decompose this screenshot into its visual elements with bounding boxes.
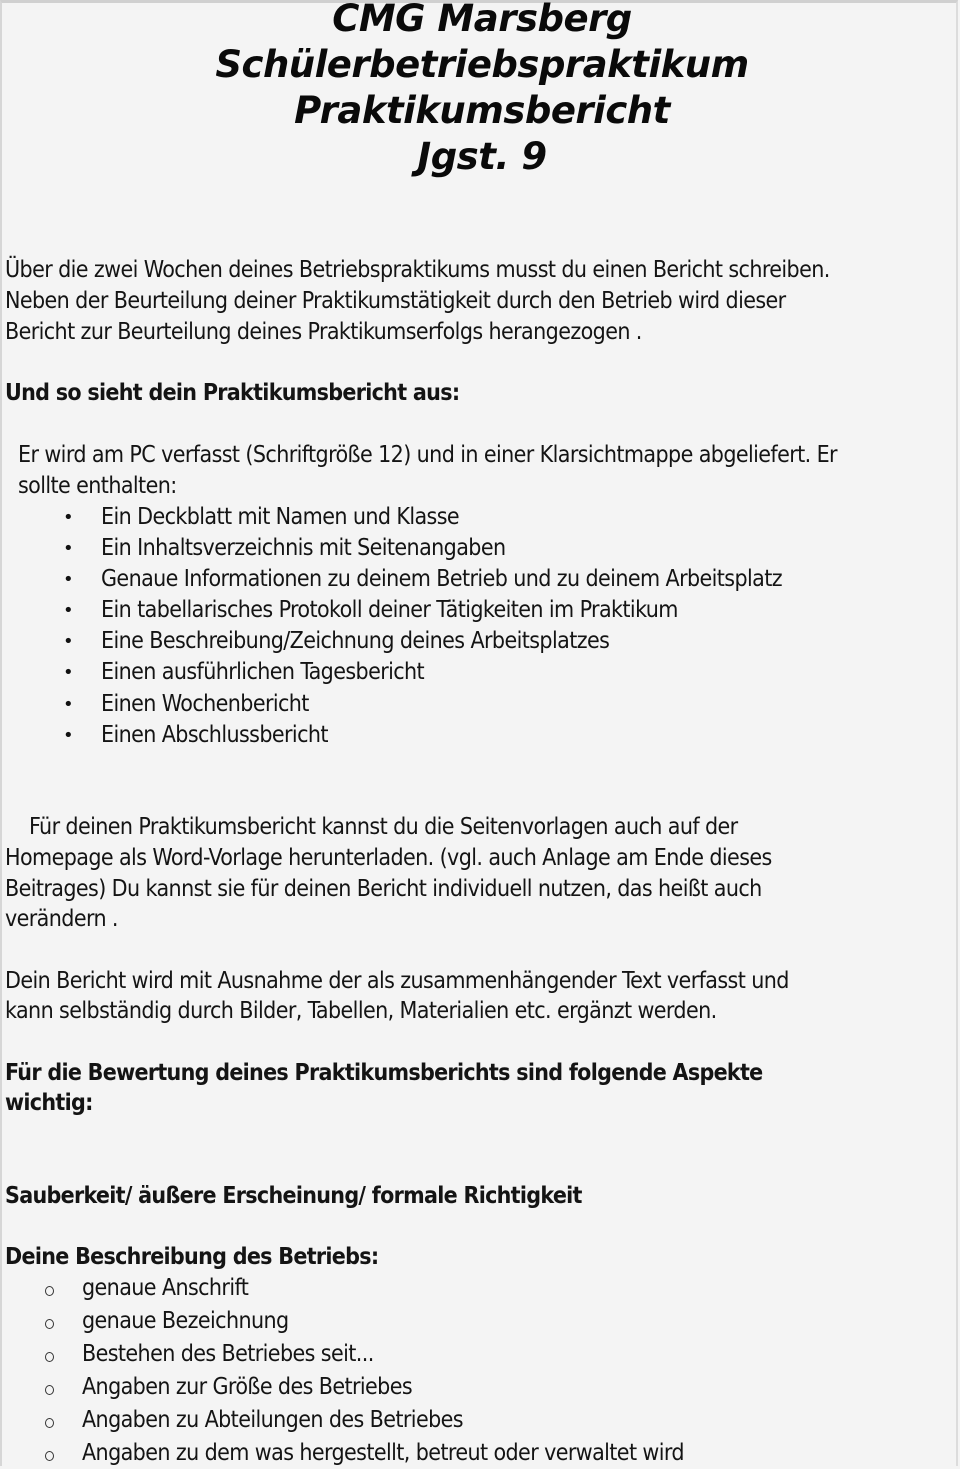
list-item: Ein Inhaltsverzeichnis mit Seitenangaben xyxy=(101,535,506,561)
intro-line-1: Über die zwei Wochen deines Betriebspraktikums musst du einen Bericht schreiben. xyxy=(5,257,830,283)
list-item: genaue Anschrift xyxy=(82,1275,249,1301)
bullet-icon: • xyxy=(63,600,74,621)
list-item: Einen Abschlussbericht xyxy=(101,722,328,748)
circle-bullet-icon xyxy=(45,1352,54,1362)
bullet-icon: • xyxy=(63,631,74,652)
templates-line-3: Beitrages) Du kannst sie für deinen Bericht individuell nutzen, das heißt auch xyxy=(5,876,762,902)
bullet-icon: • xyxy=(63,662,74,683)
format-line-1: Er wird am PC verfasst (Schriftgröße 12) und in einer Klarsichtmappe abgeliefert. Er xyxy=(18,442,837,468)
document-title-school: CMG Marsberg xyxy=(332,0,632,40)
list-item: Eine Beschreibung/Zeichnung deines Arbeitsplatzes xyxy=(101,628,610,654)
circle-bullet-icon xyxy=(45,1286,54,1296)
company-description-heading: Deine Beschreibung des Betriebs: xyxy=(5,1244,379,1270)
list-item: Einen ausführlichen Tagesbericht xyxy=(101,659,425,685)
list-item: Angaben zu Abteilungen des Betriebes xyxy=(82,1407,463,1433)
templates-line-2: Homepage als Word-Vorlage herunterladen. (vgl. auch Anlage am Ende dieses xyxy=(5,845,772,871)
format-line-2: sollte enthalten: xyxy=(18,473,177,499)
list-item: Einen Wochenbericht xyxy=(101,691,309,717)
intro-line-2: Neben der Beurteilung deiner Praktikumstätigkeit durch den Betrieb wird dieser xyxy=(5,288,786,314)
evaluation-heading-line-1: Für die Bewertung deines Praktikumsberichts sind folgende Aspekte xyxy=(5,1060,763,1086)
list-item: Angaben zur Größe des Betriebes xyxy=(82,1374,413,1400)
circle-bullet-icon xyxy=(45,1319,54,1329)
format-heading: Und so sieht dein Praktikumsbericht aus: xyxy=(5,380,460,406)
bullet-icon: • xyxy=(63,569,74,590)
text-paragraph-line-1: Dein Bericht wird mit Ausnahme der als zusammenhängender Text verfasst und xyxy=(5,968,789,994)
list-item: genaue Bezeichnung xyxy=(82,1308,289,1334)
list-item: Ein Deckblatt mit Namen und Klasse xyxy=(101,504,460,530)
circle-bullet-icon xyxy=(45,1385,54,1395)
document-title-report: Praktikumsbericht xyxy=(294,89,670,132)
list-item: Angaben zu dem was hergestellt, betreut oder verwaltet wird xyxy=(82,1440,684,1466)
bullet-icon: • xyxy=(63,725,74,746)
list-item: Bestehen des Betriebes seit... xyxy=(82,1341,374,1367)
document-title-program: Schülerbetriebspraktikum xyxy=(215,43,749,86)
bullet-icon: • xyxy=(63,538,74,559)
circle-bullet-icon xyxy=(45,1451,54,1461)
evaluation-heading-line-2: wichtig: xyxy=(5,1090,93,1116)
bullet-icon: • xyxy=(63,694,74,715)
aspect-formal-heading: Sauberkeit/ äußere Erscheinung/ formale Richtigkeit xyxy=(5,1183,582,1209)
intro-line-3: Bericht zur Beurteilung deines Praktikumserfolgs herangezogen . xyxy=(5,319,642,345)
text-paragraph-line-2: kann selbständig durch Bilder, Tabellen, Materialien etc. ergänzt werden. xyxy=(5,998,717,1024)
templates-line-1: Für deinen Praktikumsbericht kannst du die Seitenvorlagen auch auf der xyxy=(29,814,738,840)
list-item: Ein tabellarisches Protokoll deiner Tätigkeiten im Praktikum xyxy=(101,597,678,623)
bullet-icon: • xyxy=(63,507,74,528)
circle-bullet-icon xyxy=(45,1418,54,1428)
list-item: Genaue Informationen zu deinem Betrieb und zu deinem Arbeitsplatz xyxy=(101,566,783,592)
templates-line-4: verändern . xyxy=(5,906,118,932)
document-title-grade: Jgst. 9 xyxy=(417,135,547,178)
